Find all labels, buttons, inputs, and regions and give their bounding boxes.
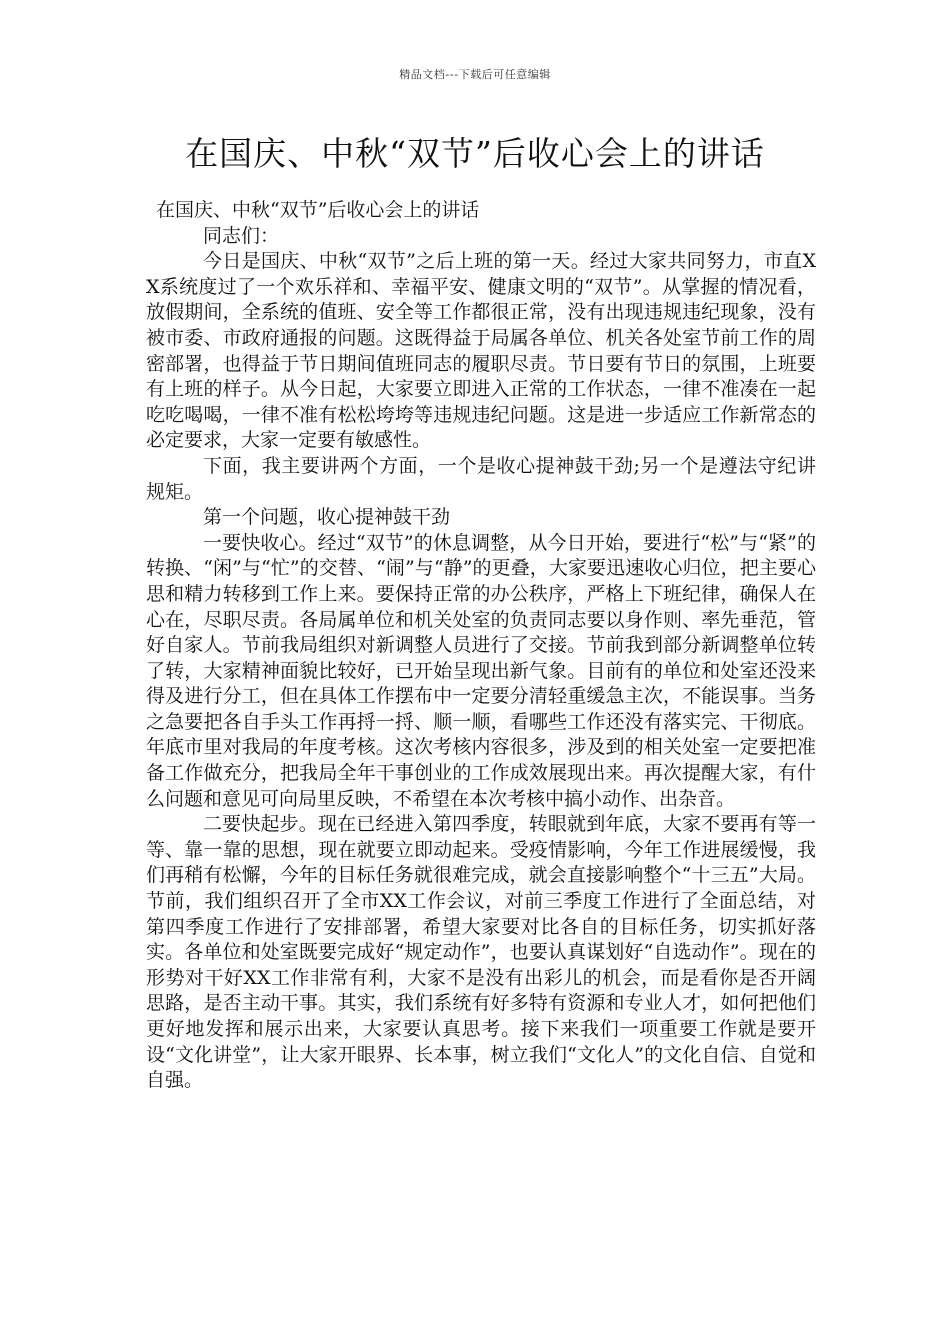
- document-body: [146, 198, 816, 1094]
- paragraph-outline: 下面，我主要讲两个方面，一个是收心提神鼓干劲;另一个是遵法守纪讲规矩。: [146, 454, 816, 503]
- document-subtitle: 在国庆、中秋“双节”后收心会上的讲话: [156, 199, 480, 221]
- greeting: 同志们：: [203, 224, 280, 247]
- paragraph-collect-mind: 一要快收心。经过“双节”的休息调整，从今日开始，要进行“松”与“紧”的转换、“闲”与“忙”的交替、“闹”与“静”的更叠，大家要迅速收心归位，把主要心思和精力转移到工作上来。要保持正常的办公秩序，严格上下班纪律，确保人在心在，尽职尽责。各局属单位和机关处室的负责同志要以身作则、率先垂范，管好自家人。节前我局组织对新调整人员进行了交接。节前我到部分新调整单位转了转，大家精神面貌比较好，已开始呈现出新气象。目前有的单位和处室还没来得及进行分工，但在具体工作摆布中一定要分清轻重缓急主次，不能误事。当务之急要把各自手头工作再捋一捋、顺一顺，看哪些工作还没有落实完、干彻底。年底市里对我局的年度考核。这次考核内容很多，涉及到的相关处室一定要把准备工作做充分，把我局全年干事创业的工作成效展现出来。再次提醒大家，有什么问题和意见可向局里反映，不希望在本次考核中搞小动作、出杂音。: [146, 531, 816, 810]
- document-title: 在国庆、中秋“双节”后收心会上的讲话: [185, 134, 765, 173]
- section-heading: 第一个问题，收心提神鼓干劲: [203, 506, 451, 529]
- paragraph-opening: 今日是国庆、中秋“双节”之后上班的第一天。经过大家共同努力，市直XX系统度过了一个欢乐祥和、幸福平安、健康文明的“双节”。从掌握的情况看，放假期间，全系统的值班、安全等工作都很正常，没有出现违规违纪现象，没有被市委、市政府通报的问题。这既得益于局属各单位、机关各处室节前工作的周密部署，也得益于节日期间值班同志的履职尽责。节日要有节日的氛围，上班要有上班的样子。从今日起，大家要立即进入正常的工作状态，一律不准凑在一起吃吃喝喝，一律不准有松松垮垮等违规违纪问题。这是进一步适应工作新常态的必定要求，大家一定要有敏感性。: [146, 250, 816, 452]
- paragraph-fast-start: 二要快起步。现在已经进入第四季度，转眼就到年底，大家不要再有等一等、靠一靠的思想，现在就要立即动起来。受疫情影响，今年工作进展缓慢，我们再稍有松懈，今年的目标任务就很难完成，就会直接影响整个“十三五”大局。节前，我们组织召开了全市XX工作会议，对前三季度工作进行了全面总结，对第四季度工作进行了安排部署，希望大家要对比各自的目标任务，切实抓好落实。各单位和处室既要完成好“规定动作”，也要认真谋划好“自选动作”。现在的形势对干好XX工作非常有利，大家不是没有出彩儿的机会，而是看你是否开阔思路，是否主动干事。其实，我们系统有好多特有资源和专业人才，如何把他们更好地发挥和展示出来，大家要认真思考。接下来我们一项重要工作就是要开设“文化讲堂”，让大家开眼界、长本事，树立我们“文化人”的文化自信、自觉和自强。: [146, 813, 816, 1092]
- page-header-note: 精品文档---下载后可任意编辑: [399, 68, 551, 81]
